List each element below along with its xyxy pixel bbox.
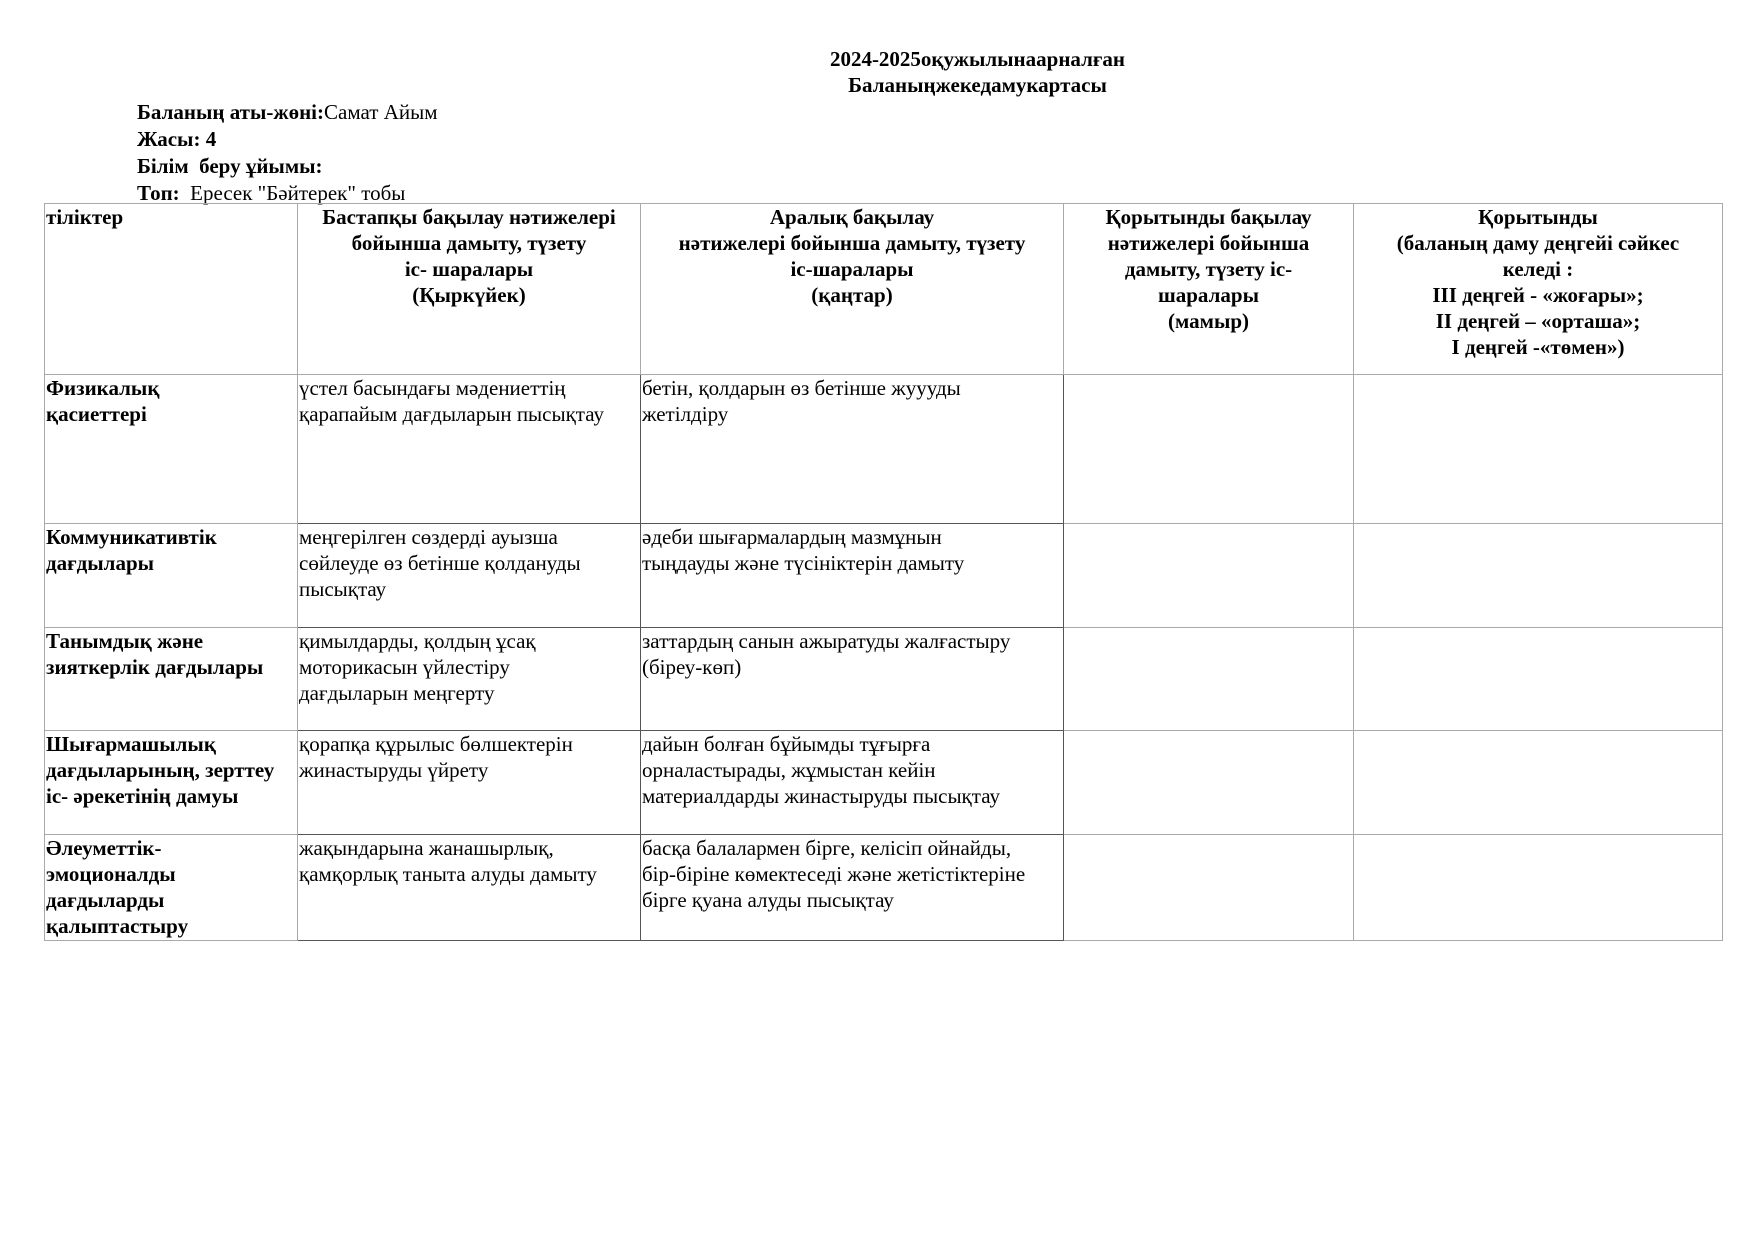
table-row [45,375,1723,524]
group-label: Топ: [137,181,180,205]
result-cell [1354,524,1723,628]
intermediate-cell: бетін, қолдарын өз бетінше жуууды жетілдіру [641,375,1064,524]
final-cell [1064,628,1354,731]
row-label: Коммуникативтік дағдылары [45,524,298,628]
result-cell [1354,731,1723,835]
document-title [0,46,1755,98]
intermediate-cell: дайын болған бұйымды тұғырға орналастырады, жұмыстан кейін материалдарды жинастыруды пысықтау [641,731,1064,835]
header-initial-control: Бастапқы бақылау нәтижелері бойынша дамыту, түзету іс- шаралары (Қыркүйек) [298,204,641,375]
table-row [45,731,1723,835]
table-row [45,628,1723,731]
row-label: Физикалық қасиеттері [45,375,298,524]
header-result: Қорытынды (баланың даму деңгейі сәйкес келеді : ІІІ деңгей - «жоғары»; ІІ деңгей – «орташа»; І деңгей -«төмен») [1354,204,1723,375]
intermediate-cell: басқа балалармен бірге, келісіп ойнайды, бір-біріне көмектеседі және жетістіктеріне бірге қуана алуды пысықтау [641,835,1064,941]
child-name-value: Самат Айым [324,100,438,124]
child-age-row [137,126,438,153]
header-final-control: Қорытынды бақылау нәтижелері бойынша дамыту, түзету іс- шаралары (мамыр) [1064,204,1354,375]
child-age-label: Жасы: 4 [137,127,217,151]
result-cell [1354,628,1723,731]
final-cell [1064,375,1354,524]
child-name-label: Баланың аты-жөні: [137,100,325,124]
table-header-row [45,204,1723,375]
row-label: Шығармашылық дағдыларының, зерттеу іс- әрекетінің дамуы [45,731,298,835]
row-label: Танымдық және зияткерлік дағдылары [45,628,298,731]
intermediate-cell: әдеби шығармалардың мазмұнын тыңдауды және түсініктерін дамыту [641,524,1064,628]
header-intermediate-control: Аралық бақылау нәтижелері бойынша дамыту, түзету іс-шаралары (қаңтар) [641,204,1064,375]
initial-cell: қорапқа құрылыс бөлшектерін жинастыруды үйрету [298,731,641,835]
initial-cell: үстел басындағы мәдениеттің қарапайым дағдыларын пысықтау [298,375,641,524]
table-row [45,524,1723,628]
initial-cell: меңгерілген сөздерді ауызша сөйлеуде өз бетінше қолдануды пысықтау [298,524,641,628]
child-info [137,99,438,207]
result-cell [1354,835,1723,941]
initial-cell: жақындарына жанашырлық, қамқорлық таныта алуды дамыту [298,835,641,941]
group-value: Ересек "Бәйтерек" тобы [179,181,406,205]
initial-cell: қимылдарды, қолдың ұсақ моторикасын үйлестіру дағдыларын меңгерту [298,628,641,731]
header-sections: тіліктер [45,204,298,375]
title-line-2: Баланыңжекедамукартасы [848,73,1107,97]
education-org-row [137,153,438,180]
final-cell [1064,731,1354,835]
education-org-label: Білім беру ұйымы: [137,154,323,178]
result-cell [1354,375,1723,524]
final-cell [1064,524,1354,628]
child-name-row [137,99,438,126]
intermediate-cell: заттардың санын ажыратуды жалғастыру (біреу-көп) [641,628,1064,731]
development-card-table [44,203,1723,941]
title-line-1: 2024-2025оқужылынаарналған [829,47,1126,71]
row-label: Әлеуметтік- эмоционалды дағдыларды қалыптастыру [45,835,298,941]
table-row [45,835,1723,941]
final-cell [1064,835,1354,941]
